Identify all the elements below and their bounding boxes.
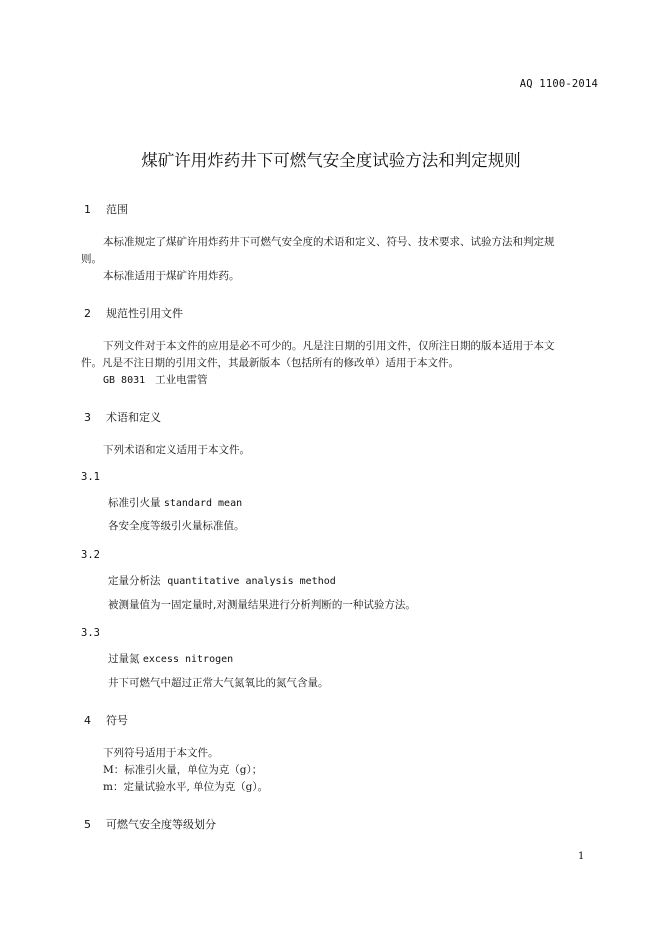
symbol-definition: m：定量试验水平, 单位为克（g）。: [103, 781, 269, 793]
term-heading: [108, 573, 336, 588]
term-cn: 标准引火量: [108, 497, 161, 509]
section-title: 术语和定义: [106, 411, 161, 424]
section-5-heading: [84, 816, 216, 832]
section-1-heading: [84, 201, 128, 217]
section-4-intro: 下列符号适用于本文件。: [103, 747, 219, 759]
reference-title: 工业电雷管: [155, 374, 208, 386]
section-title: 符号: [106, 714, 128, 727]
section-number: 2: [84, 307, 91, 320]
section-number: 1: [84, 203, 91, 216]
term-number: 3.1: [81, 471, 100, 483]
term-cn: 过量氮: [108, 653, 140, 665]
term-definition: 井下可燃气中超过正常大气氮氧比的氮气含量。: [108, 677, 329, 689]
section-3-intro: 下列术语和定义适用于本文件。: [103, 444, 250, 456]
term-number: 3.3: [81, 627, 100, 639]
section-1-para-line: 则。: [81, 253, 102, 265]
section-title: 可燃气安全度等级划分: [106, 818, 216, 831]
standard-code: AQ 1100-2014: [519, 78, 598, 90]
section-2-heading: [84, 305, 183, 321]
term-number: 3.2: [81, 549, 100, 561]
normative-reference: [103, 372, 208, 389]
reference-code: GB 8031: [103, 375, 146, 386]
term-definition: 被测量值为一固定量时,对测量结果进行分析判断的一种试验方法。: [108, 599, 416, 611]
document-title: 煤矿许用炸药井下可燃气安全度试验方法和判定规则: [141, 151, 521, 170]
term-cn: 定量分析法: [108, 575, 161, 587]
section-1-para-line: 本标准规定了煤矿许用炸药井下可燃气安全度的术语和定义、符号、技术要求、试验方法和判定规: [103, 236, 555, 248]
term-definition: 各安全度等级引火量标准值。: [108, 520, 245, 532]
page-number: 1: [578, 851, 585, 862]
term-heading: [108, 495, 242, 510]
section-2-para-line: 件。凡是不注日期的引用文件，其最新版本（包括所有的修改单）适用于本文件。: [81, 357, 459, 369]
section-3-heading: [84, 409, 161, 425]
term-heading: [108, 651, 233, 666]
section-number: 4: [84, 714, 91, 727]
section-title: 规范性引用文件: [106, 307, 183, 320]
section-2-para-line: 下列文件对于本文件的应用是必不可少的。凡是注日期的引用文件，仅所注日期的版本适用于本文: [103, 340, 555, 352]
term-en: excess nitrogen: [142, 654, 234, 665]
section-number: 3: [84, 411, 91, 424]
section-1-para-2: 本标准适用于煤矿许用炸药。: [103, 270, 240, 282]
section-number: 5: [84, 818, 91, 831]
symbol-definition: M：标准引火量，单位为克（g）；: [103, 764, 263, 776]
term-en: standard mean: [163, 498, 243, 509]
section-4-heading: [84, 712, 128, 728]
term-en: quantitative analysis method: [167, 576, 336, 587]
section-title: 范围: [106, 203, 128, 216]
